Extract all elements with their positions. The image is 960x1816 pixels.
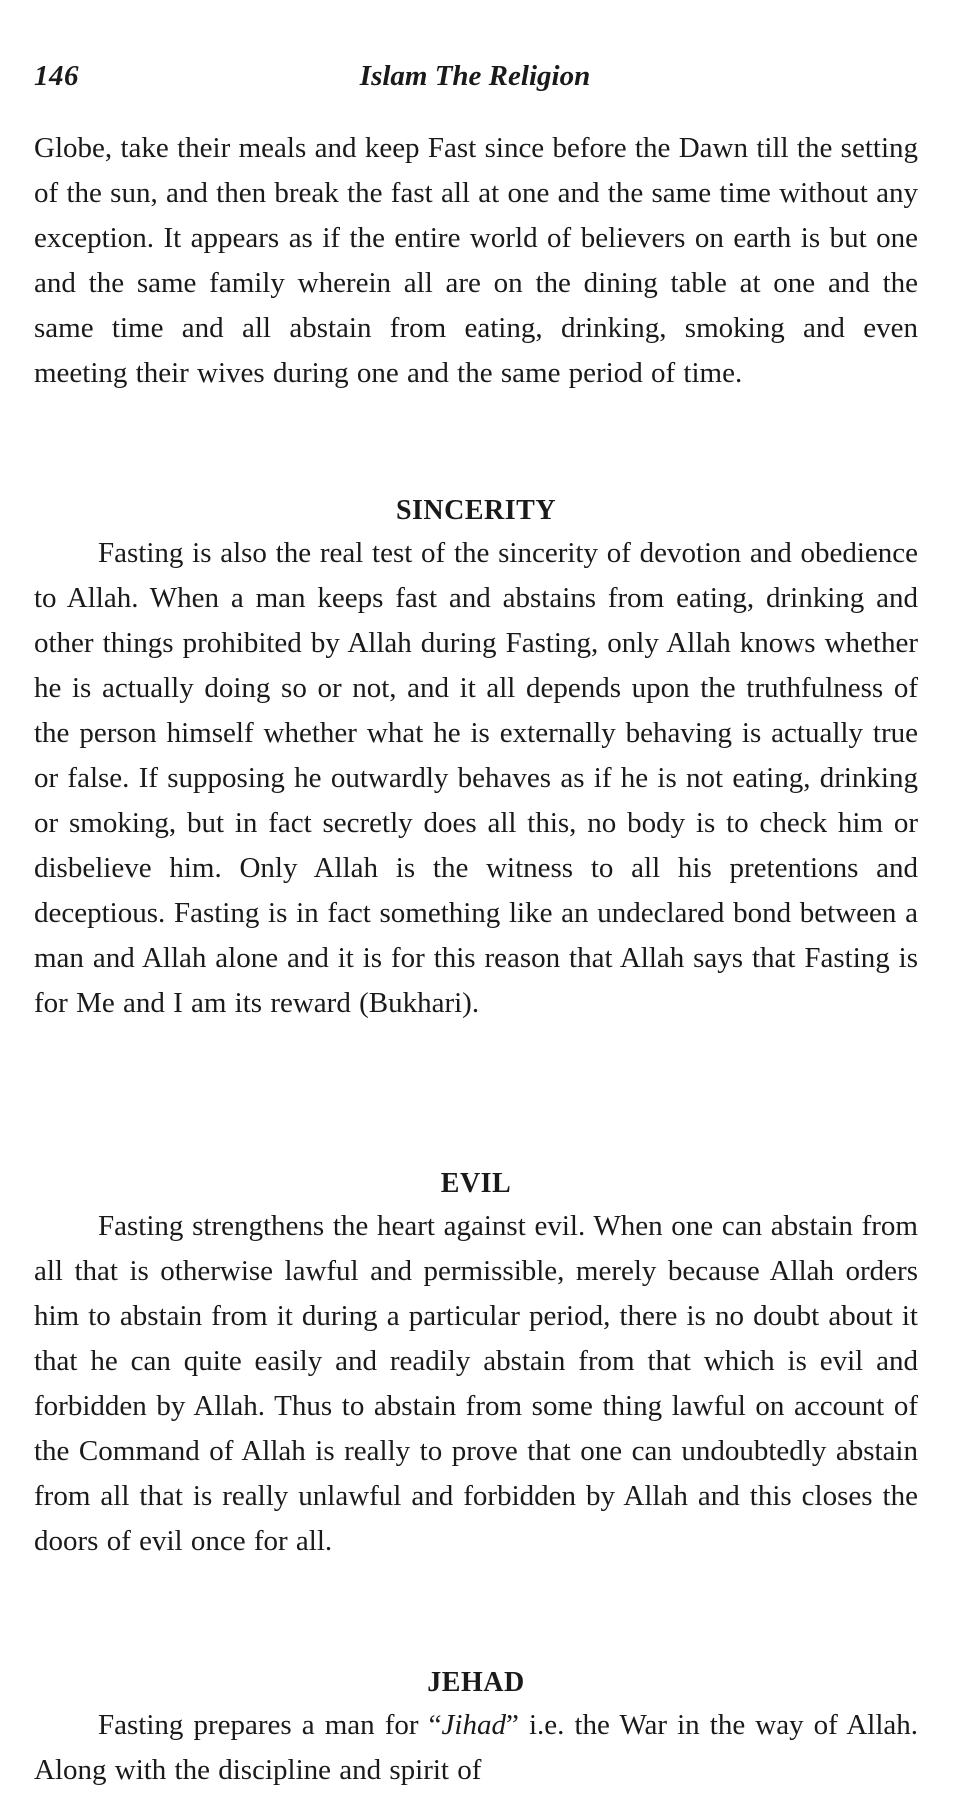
paragraph-jehad xyxy=(34,1703,918,1793)
paragraph-text xyxy=(34,1703,918,1793)
paragraph-text: Fasting is also the real test of the sincerity of devotion and obedience to Allah. When a man keeps fast and abstains from eating, drinking and other things prohibited by Allah during Fasting, only Allah knows whether he is actually doing so or not, and it all depends upon the truthfulness of the person himself whether what he is externally behaving is actually true or false. If supposing he outwardly behaves as if he is not eating, drinking or smoking, but in fact secretly does all this, no body is to check him or disbelieve him. Only Allah is the witness to all his pretentions and deceptious. Fasting is in fact something like an undeclared bond between a man and Allah alone and it is for this reason that Allah says that Fasting is for Me and I am its reward (Bukhari). xyxy=(34,537,918,1019)
paragraph-evil xyxy=(34,1204,918,1564)
section-heading-jehad: JEHAD xyxy=(427,1667,525,1698)
paragraph-sincerity xyxy=(34,531,918,1026)
paragraph-continuation xyxy=(34,126,918,396)
section-heading-sincerity: SINCERITY xyxy=(395,495,557,526)
section-heading-evil: EVIL xyxy=(440,1168,512,1199)
running-header xyxy=(34,60,916,100)
jihad-term: Jihad xyxy=(441,1709,506,1741)
jehad-text-after: ” i.e. the War in the way of Allah. Along with the discipline and spirit of xyxy=(34,1709,918,1786)
paragraph-text: Globe, take their meals and keep Fast since before the Dawn till the setting of the sun, and then break the fast all at one and the same time without any exception. It appears as if the entire world of believers on earth is but one and the same family wherein all are on the dining table at one and the same time and all abstain from eating, drinking, smoking and even meeting their wives during one and the same period of time. xyxy=(34,132,918,389)
page-number: 146 xyxy=(34,60,79,92)
jehad-text-before: Fasting prepares a man for “ xyxy=(98,1709,442,1741)
book-title: Islam The Religion xyxy=(359,60,591,92)
paragraph-text: Fasting strengthens the heart against evil. When one can abstain from all that is otherwise lawful and permissible, merely because Allah orders him to abstain from it during a particular period, there is no doubt about it that he can quite easily and readily abstain from that which is evil and forbidden by Allah. Thus to abstain from some thing lawful on account of the Command of Allah is really to prove that one can undoubtedly abstain from all that is really unlawful and forbidden by Allah and this closes the doors of evil once for all. xyxy=(34,1210,918,1557)
